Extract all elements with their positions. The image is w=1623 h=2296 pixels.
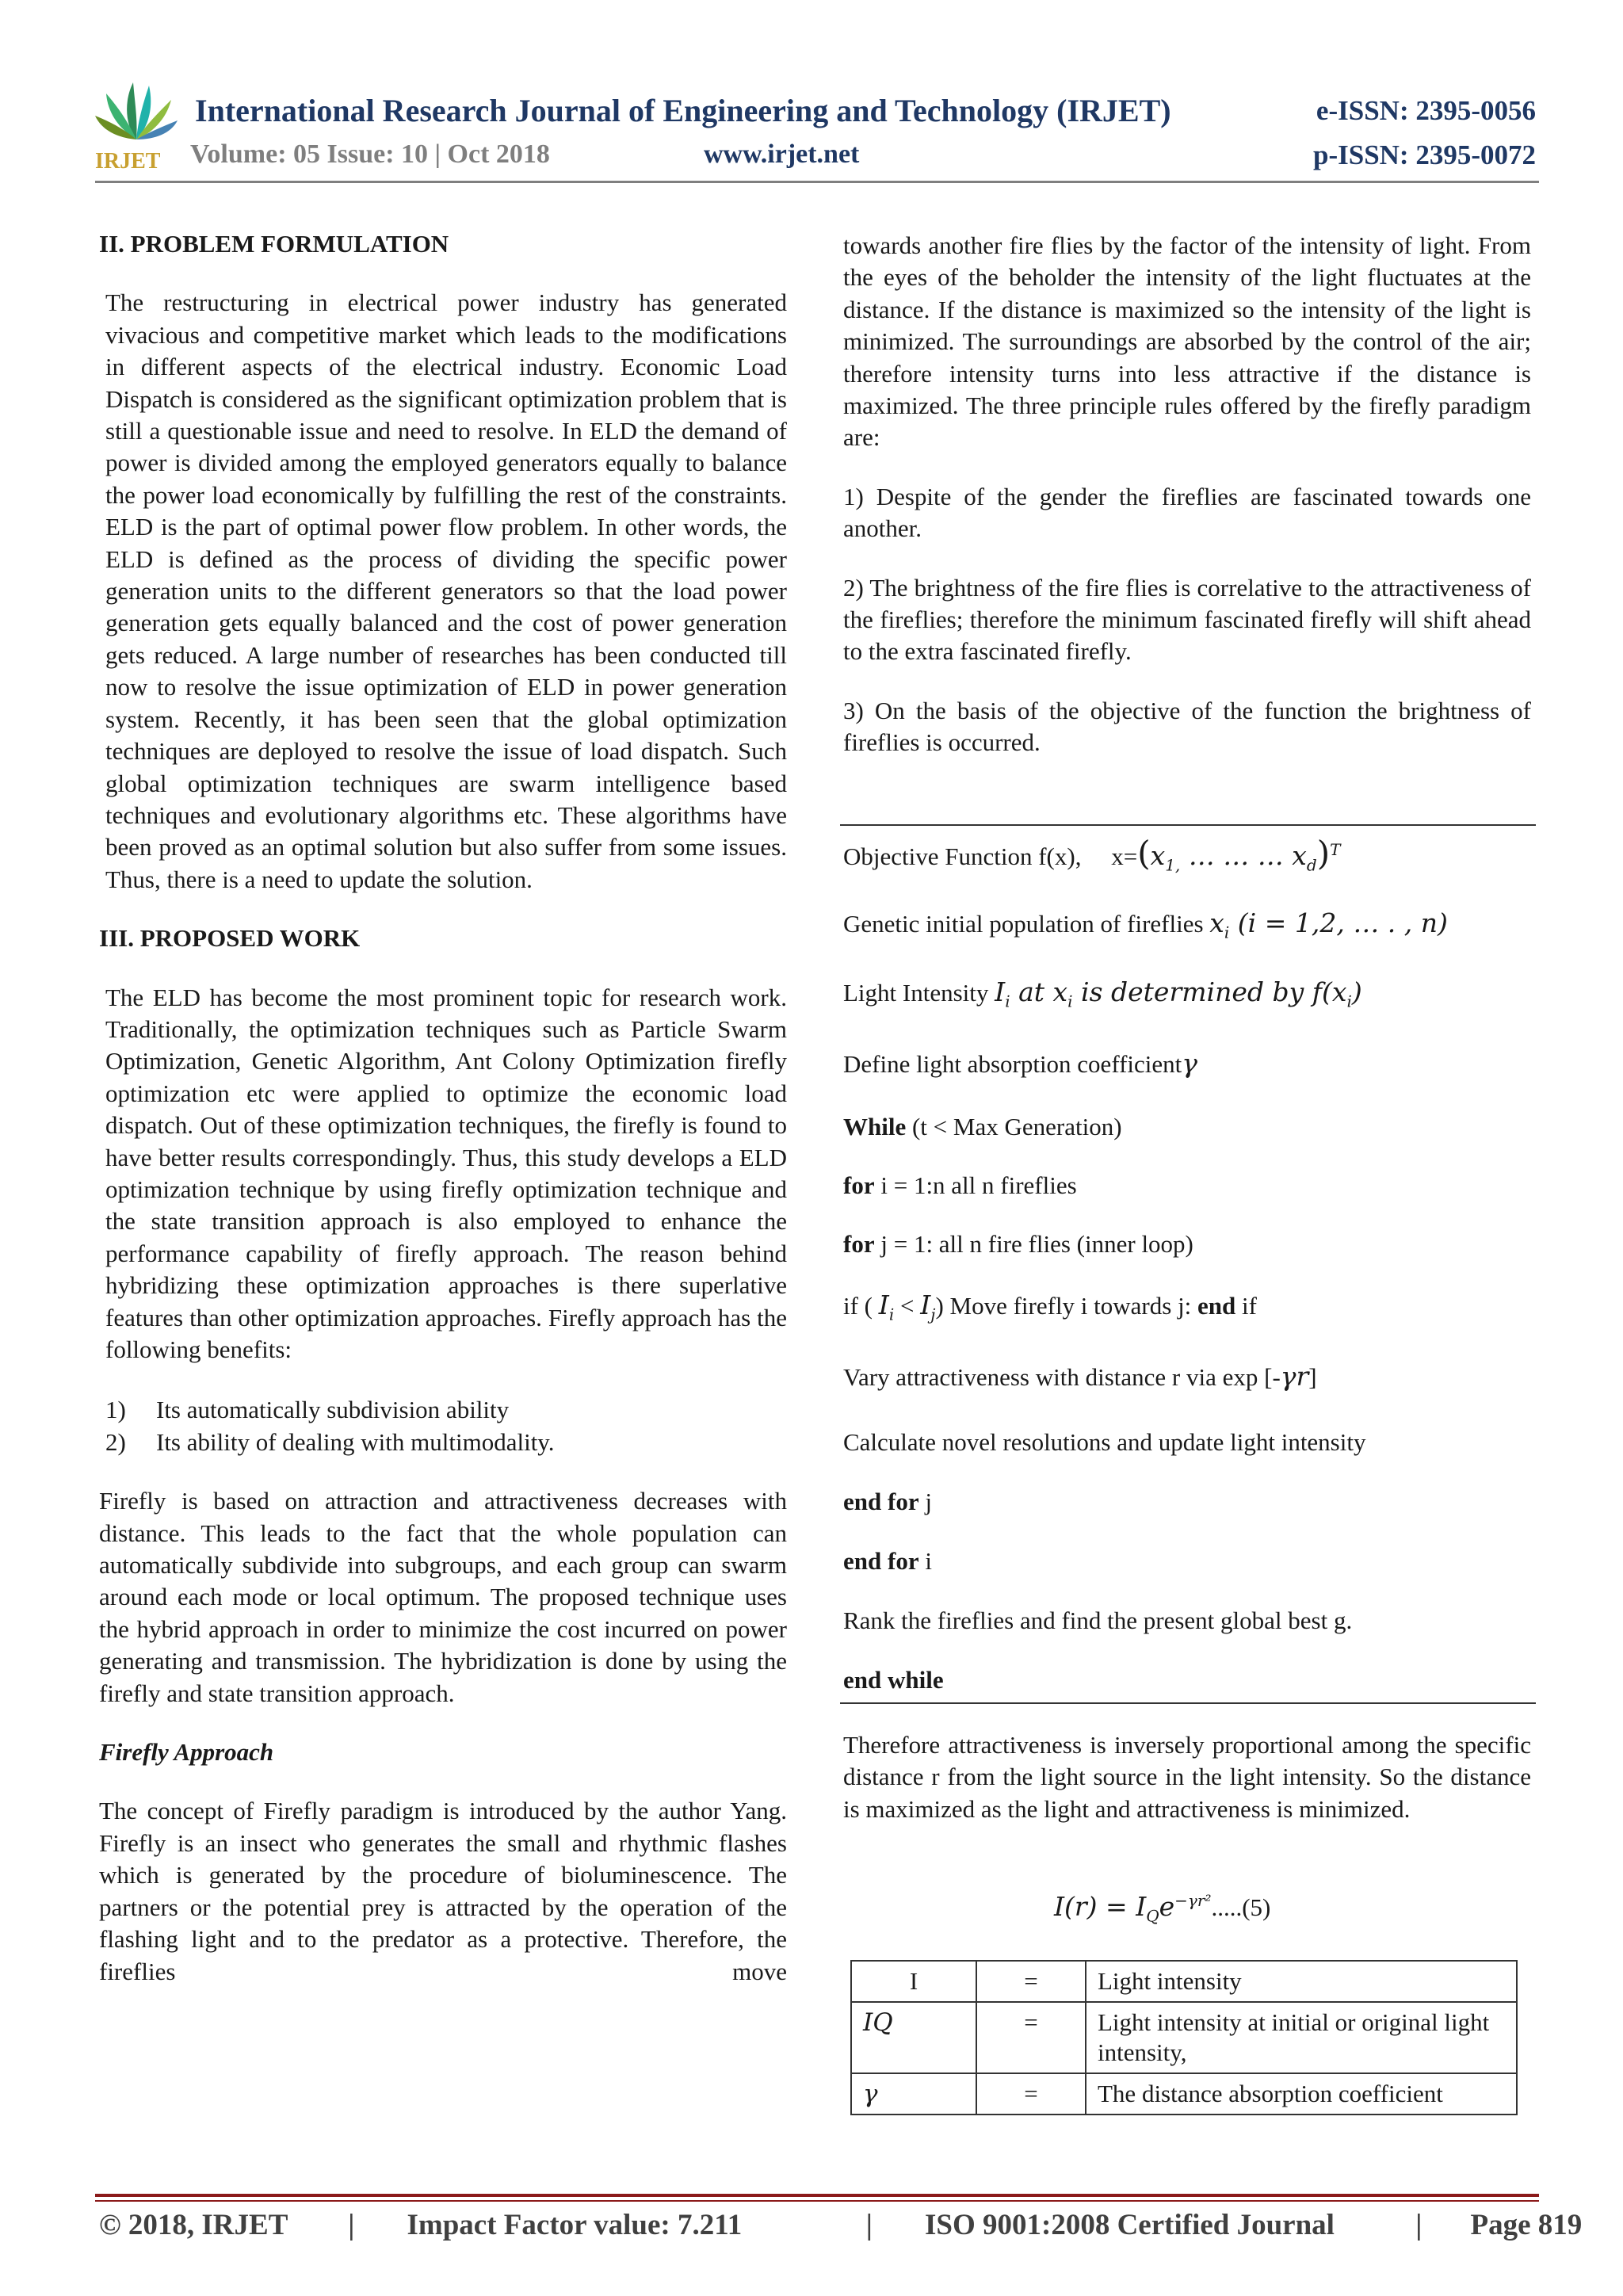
algo-text: ] — [1308, 1363, 1317, 1391]
algo-math: 1, — [1165, 855, 1181, 875]
algo-text: Vary attractiveness with distance r via exp [- — [843, 1363, 1281, 1391]
footer-separator: | — [1415, 2209, 1423, 2241]
symbol-cell: I — [851, 1961, 976, 2002]
algo-line-end-while — [843, 1666, 944, 1694]
equation-lhs: I(r) = I — [1054, 1891, 1147, 1922]
firefly-approach-heading: Firefly Approach — [99, 1738, 274, 1767]
table-row — [851, 2002, 1517, 2073]
meaning-cell: Light intensity at initial or original light intensity, — [1086, 2002, 1517, 2073]
algo-line-for-i — [843, 1171, 1077, 1200]
section-2-heading: II. PROBLEM FORMULATION — [99, 230, 449, 258]
algo-text: if ( — [843, 1292, 879, 1320]
right-column-bottom — [843, 1729, 1531, 1825]
p-issn: p-ISSN: 2395-0072 — [1312, 139, 1536, 170]
rule-2: 2) The brightness of the fire flies is correlative to the attractiveness of the fireflies; therefore the minimum fascinated firefly will shift ahead to the extra fascinated firefly. — [843, 573, 1531, 666]
meaning-cell: Light intensity — [1086, 1961, 1517, 2002]
algo-keyword: for — [843, 1171, 875, 1199]
algo-keyword: for — [843, 1230, 875, 1258]
algo-math: ) — [1351, 976, 1362, 1007]
meaning-cell: The distance absorption coefficient — [1086, 2073, 1517, 2115]
attractiveness-paragraph: Therefore attractiveness is inversely proportional among the specific distance r from the light source in the light intensity. So the distance is maximized as the light and attractiveness is minimized. — [843, 1731, 1531, 1823]
footer-divider — [95, 2194, 1539, 2197]
algo-math: γ — [1182, 1048, 1197, 1079]
algo-math: at x — [1010, 976, 1068, 1007]
benefit-item — [99, 1427, 787, 1458]
equation-sub: Q — [1146, 1906, 1159, 1926]
equals-cell: = — [976, 1961, 1086, 2002]
algo-text: Light Intensity — [843, 979, 989, 1007]
algo-math: γr — [1280, 1361, 1309, 1392]
algo-text: < — [894, 1292, 921, 1320]
journal-website-link[interactable]: www.irjet.net — [704, 139, 860, 169]
algo-math: I — [878, 1289, 889, 1320]
footer-separator: | — [348, 2209, 355, 2241]
algo-math: x — [1292, 840, 1307, 871]
benefit-item — [99, 1394, 787, 1426]
algo-math: i — [1224, 923, 1230, 942]
firefly-paragraph: Firefly is based on attraction and attractiveness decreases with distance. This leads to the fact that the whole population can automatically subdivide into subgroups, and each group can swarm around each mode or local optimum. The proposed technique uses the hybrid approach in order to minimize the cost incurred on power generating and transmission. The hybridization is done by using the firefly and state transition approach. — [99, 1487, 787, 1707]
algo-math: i — [1005, 991, 1010, 1011]
equals-cell: = — [976, 2073, 1086, 2115]
concept-paragraph: The concept of Firefly paradigm is introduced by the author Yang. Firefly is an insect who generates the small and rhythmic flashes which is generated by the procedure of bioluminescence. The partners or the potential prey is attracted by the operation of the flashing light and to the predator as a protective. Therefore, the fireflies move — [99, 1797, 787, 1985]
algo-text: Calculate novel resolutions and update light intensity — [843, 1428, 1366, 1456]
algo-text: Rank the fireflies and find the present global best g. — [843, 1606, 1353, 1634]
algo-line-rank — [843, 1606, 1352, 1635]
algo-line-while — [843, 1113, 1122, 1141]
algo-keyword: end while — [843, 1666, 944, 1694]
algo-math: d — [1306, 855, 1317, 875]
algo-line-end-for-i — [843, 1547, 932, 1576]
algo-math: I — [920, 1289, 931, 1320]
algo-math: I — [995, 976, 1006, 1007]
section-2-paragraph: The restructuring in electrical power industry has generated vivacious and competitive market which leads to the modifications in different aspects of the electrical industry. Economic Load Dispatch is considered as the significant optimization problem that is still a questionable issue and need to resolve. In ELD the demand of power is divided among the employed generators equally to balance the power load economically by fulfilling the rest of the constraints. ELD is the part of optimal power flow problem. In other words, the ELD is defined as the process of dividing the specific power generation units to the different generators so that the load power generation gets equally balanced and the cost of power generation gets reduced. A large number of researches has been conducted till now to resolve the issue optimization of ELD in power generation system. Recently, it has been seen that the global optimization techniques are deployed to resolve the issue of load dispatch. Such global optimization techniques are swarm intelligence based techniques and evolutionary algorithms etc. These algorithms have been proved as an optimal solution but also suffer from some issues. Thus, there is a need to update the solution. — [105, 288, 787, 893]
algorithm-top-rule — [840, 824, 1536, 826]
right-column-top — [843, 230, 1531, 759]
algo-keyword: end for — [843, 1488, 919, 1515]
footer-separator: | — [865, 2209, 873, 2241]
algo-math: i — [1067, 991, 1073, 1011]
algo-keyword: While — [843, 1113, 907, 1140]
algo-math: T — [1330, 840, 1341, 859]
algo-math: is determined by f(x — [1072, 976, 1347, 1007]
journal-title: International Research Journal of Engineering and Technology (IRJET) — [195, 93, 1171, 128]
algo-math: ) — [1316, 834, 1331, 873]
algo-text: i — [918, 1547, 932, 1575]
footer-divider-thin — [95, 2200, 1539, 2202]
algo-text: Objective Function f(x), — [843, 842, 1082, 870]
algo-math: ( — [1137, 834, 1151, 873]
algo-line-intensity — [843, 976, 1362, 1011]
irjet-logo — [94, 78, 179, 171]
rule-1: 1) Despite of the gender the fireflies are fascinated towards one another. — [843, 482, 1531, 543]
symbol-cell: γ — [851, 2073, 976, 2115]
section-3-paragraph: The ELD has become the most prominent topic for research work. Traditionally, the optimization techniques such as Particle Swarm Optimization, Genetic Algorithm, Ant Colony Optimization firefly optimization etc were applied to optimize the economic load dispatch. Out of these optimization techniques, the firefly is found to have better results correspondingly. Thus, this study develops a ELD optimization technique by using firefly optimization technique and the state transition approach is also employed to enhance the performance capability of firefly approach. The reason behind hybridizing these optimization approaches is there superlative features than other optimization approaches. Firefly approach has the following benefits: — [105, 983, 787, 1363]
footer — [99, 2208, 1582, 2242]
algo-math: x — [1150, 840, 1166, 871]
algo-line-vary — [843, 1361, 1317, 1392]
algo-line-population — [843, 907, 1448, 942]
algo-text: j = 1: all n fire flies (inner loop) — [874, 1230, 1193, 1258]
algo-text: j — [918, 1488, 932, 1515]
algorithm-bottom-rule — [840, 1702, 1536, 1704]
footer-page-number: Page 819 — [1470, 2209, 1583, 2241]
logo-leaf-icon — [95, 82, 178, 139]
algo-line-calculate — [843, 1428, 1365, 1457]
algo-line-absorption — [843, 1048, 1197, 1079]
equation-5 — [1054, 1891, 1270, 1926]
algo-keyword: end — [1197, 1292, 1236, 1320]
table-row — [851, 1961, 1517, 2002]
rule-3: 3) On the basis of the objective of the function the brightness of fireflies is occurred. — [843, 696, 1531, 757]
algo-line-for-j — [843, 1230, 1193, 1259]
symbol-cell: IQ — [851, 2002, 976, 2073]
algo-math: j — [930, 1305, 936, 1324]
algo-text: Define light absorption coefficient — [843, 1050, 1182, 1078]
algo-line-end-for-j — [843, 1488, 932, 1516]
algo-text: Genetic initial population of fireflies — [843, 910, 1204, 938]
benefit-text: Its ability of dealing with multimodality. — [156, 1427, 555, 1456]
algo-line-if — [843, 1289, 1257, 1324]
algo-text: i = 1:n all n fireflies — [874, 1171, 1077, 1199]
benefit-text: Its automatically subdivision ability — [156, 1396, 510, 1424]
equals-cell: = — [976, 2002, 1086, 2073]
equation-exp: −γr² — [1174, 1891, 1212, 1910]
symbol-table — [850, 1960, 1518, 2115]
algo-math: (i = 1,2, … . , n) — [1229, 907, 1448, 938]
left-column — [99, 228, 787, 1988]
equation-label: .....(5) — [1211, 1893, 1271, 1921]
benefit-number: 1) — [105, 1396, 126, 1424]
algo-keyword: end for — [843, 1547, 919, 1575]
algo-math: i — [1346, 991, 1352, 1011]
algo-text: ) Move firefly i towards j: — [935, 1292, 1198, 1320]
algo-text: if — [1235, 1292, 1257, 1320]
algo-text: x= — [1111, 842, 1138, 870]
algo-math: … … … — [1180, 840, 1293, 871]
section-3-heading: III. PROPOSED WORK — [99, 924, 361, 953]
footer-copyright: © 2018, IRJET — [99, 2209, 288, 2241]
continued-paragraph: towards another fire flies by the factor of the intensity of light. From the eyes of the beholder the intensity of the light fluctuates at the distance. If the distance is maximized so the intensity of the light is minimized. The surroundings are absorbed by the control of the air; therefore intensity turns into less attractive if the distance is maximized. The three principle rules offered by the firefly paradigm are: — [843, 231, 1531, 452]
equation-base: e — [1159, 1891, 1175, 1922]
algo-math: i — [888, 1305, 895, 1324]
footer-iso: ISO 9001:2008 Certified Journal — [925, 2209, 1335, 2241]
header-divider — [95, 181, 1539, 183]
algo-text: (t < Max Generation) — [906, 1113, 1122, 1140]
volume-issue: Volume: 05 Issue: 10 | Oct 2018 — [190, 139, 550, 169]
e-issn: e-ISSN: 2395-0056 — [1316, 95, 1536, 126]
table-row — [851, 2073, 1517, 2115]
algo-line-objective — [843, 834, 1340, 875]
footer-impact-factor: Impact Factor value: 7.211 — [407, 2209, 743, 2241]
logo-text: IRJET — [95, 149, 161, 171]
algo-math: x — [1209, 907, 1224, 938]
benefit-number: 2) — [105, 1427, 126, 1456]
